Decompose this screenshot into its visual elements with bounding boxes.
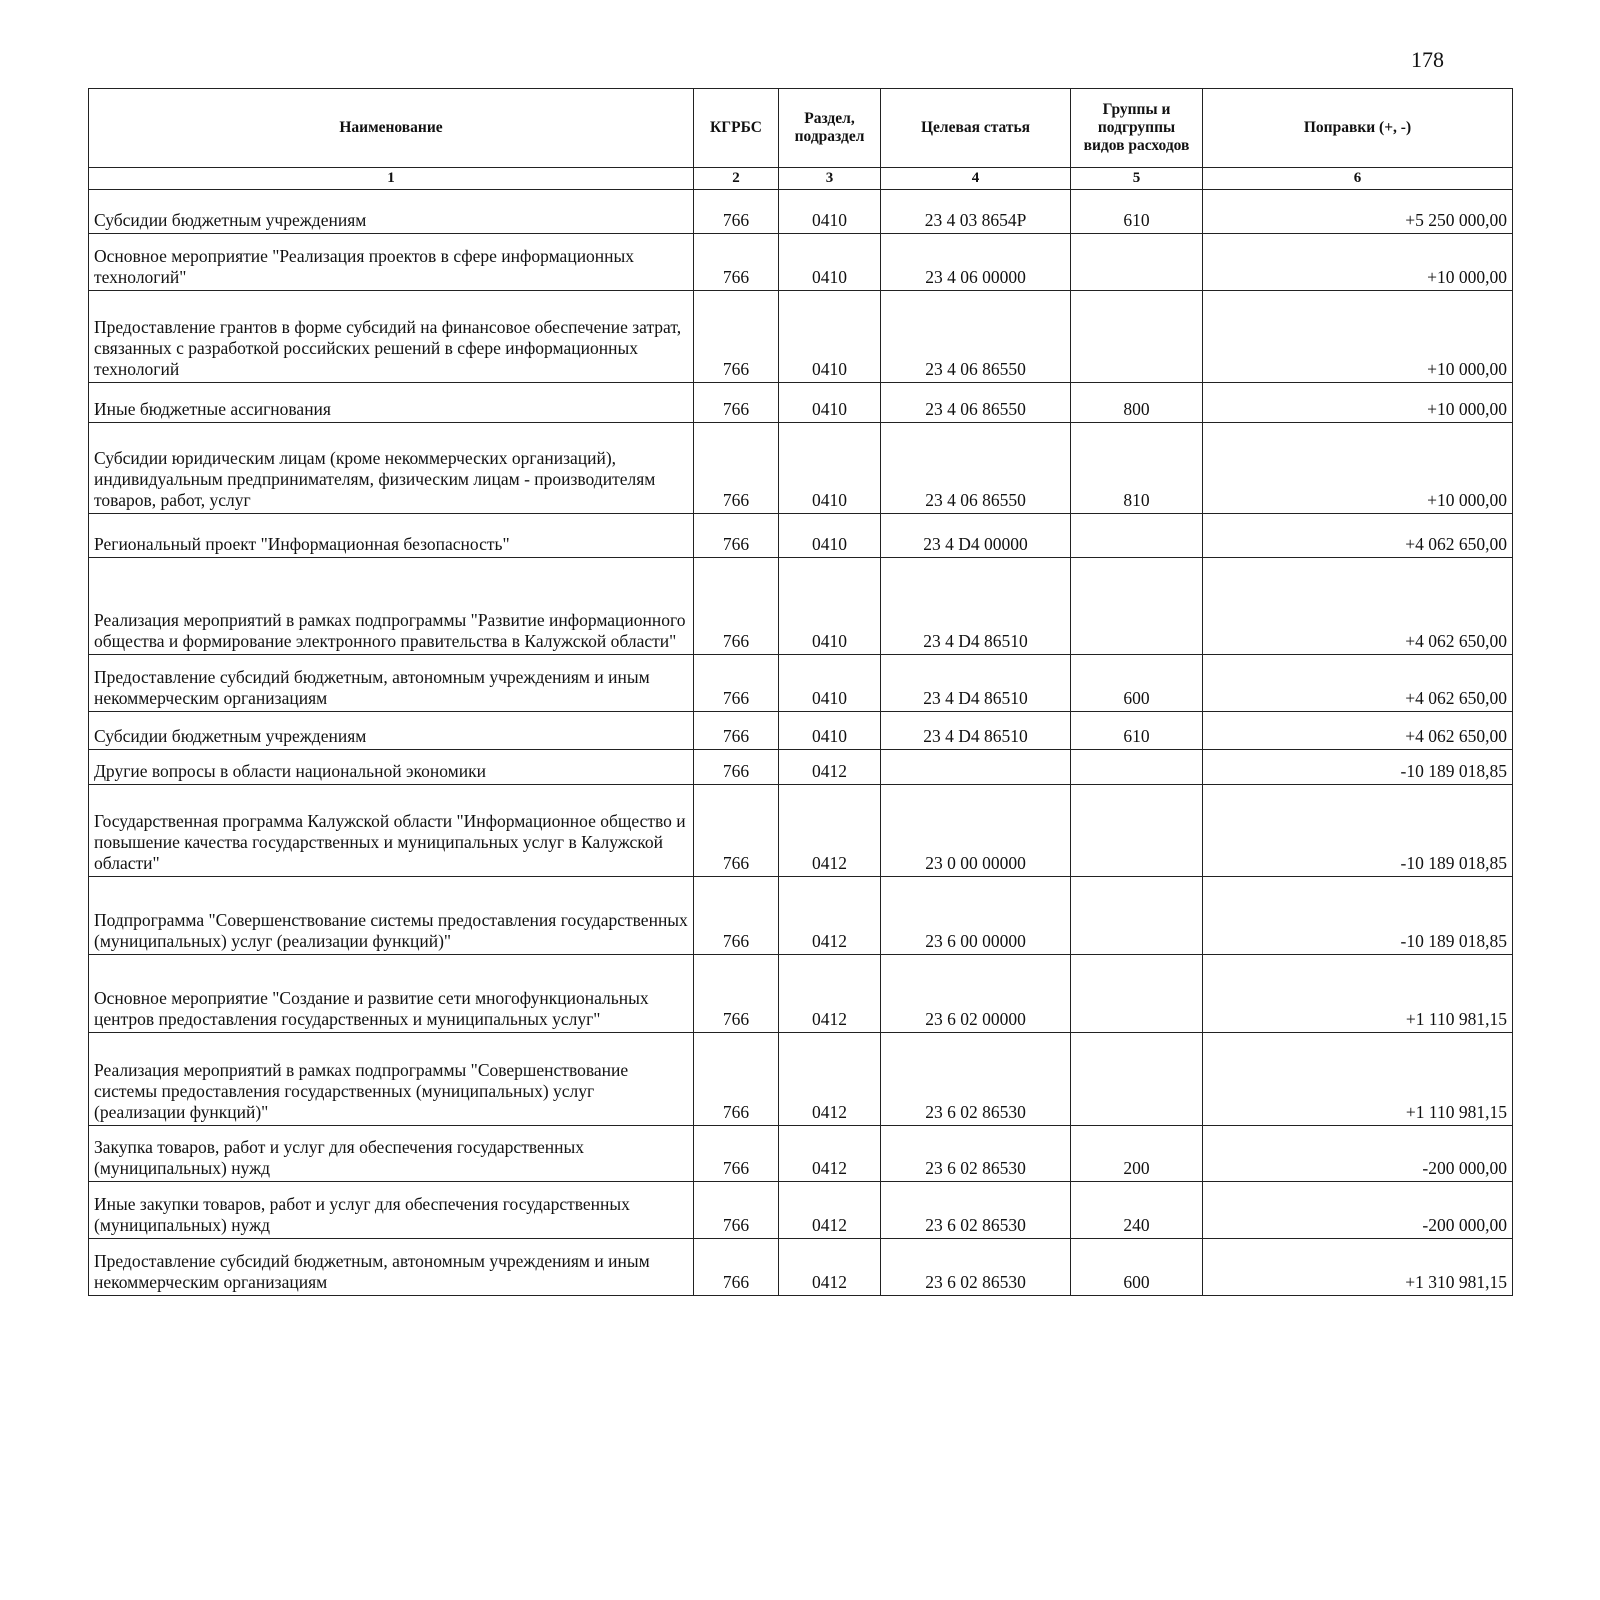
- table-row: [89, 1126, 1513, 1182]
- row-kgrbs: 766: [694, 955, 779, 1033]
- column-number: 5: [1071, 168, 1203, 190]
- row-expense-group: [1071, 514, 1203, 558]
- row-amount: +1 310 981,15: [1203, 1239, 1513, 1296]
- row-name: Государственная программа Калужской области "Информационное общество и повышение качества государственных и муниципальных услуг в Калужской области": [89, 785, 694, 877]
- row-kgrbs: 766: [694, 1033, 779, 1126]
- row-amount: -10 189 018,85: [1203, 877, 1513, 955]
- row-expense-group: [1071, 750, 1203, 785]
- row-kgrbs: 766: [694, 291, 779, 383]
- row-kgrbs: 766: [694, 750, 779, 785]
- row-amount: +10 000,00: [1203, 383, 1513, 423]
- row-section: 0412: [779, 1126, 881, 1182]
- row-amount: +10 000,00: [1203, 423, 1513, 514]
- row-name: Предоставление субсидий бюджетным, автономным учреждениям и иным некоммерческим организациям: [89, 655, 694, 712]
- row-kgrbs: 766: [694, 190, 779, 234]
- header-section: Раздел, подраздел: [779, 89, 881, 168]
- row-name: Реализация мероприятий в рамках подпрограммы "Развитие информационного общества и формирование электронного правительства в Калужской области": [89, 558, 694, 655]
- row-amount: +1 110 981,15: [1203, 1033, 1513, 1126]
- table-row: [89, 291, 1513, 383]
- budget-amendments-table: [88, 88, 1513, 1296]
- table-row: [89, 750, 1513, 785]
- row-kgrbs: 766: [694, 712, 779, 750]
- row-amount: +10 000,00: [1203, 234, 1513, 291]
- row-expense-group: 800: [1071, 383, 1203, 423]
- row-section: 0410: [779, 423, 881, 514]
- row-target-article: 23 4 D4 86510: [881, 558, 1071, 655]
- row-kgrbs: 766: [694, 1239, 779, 1296]
- column-number: 3: [779, 168, 881, 190]
- row-amount: +5 250 000,00: [1203, 190, 1513, 234]
- table-row: [89, 785, 1513, 877]
- row-section: 0410: [779, 234, 881, 291]
- row-target-article: 23 4 06 86550: [881, 423, 1071, 514]
- table-row: [89, 383, 1513, 423]
- row-amount: +1 110 981,15: [1203, 955, 1513, 1033]
- row-name: Другие вопросы в области национальной экономики: [89, 750, 694, 785]
- row-expense-group: 600: [1071, 1239, 1203, 1296]
- row-expense-group: [1071, 234, 1203, 291]
- row-amount: +4 062 650,00: [1203, 655, 1513, 712]
- row-section: 0410: [779, 712, 881, 750]
- table-row: [89, 190, 1513, 234]
- row-expense-group: 200: [1071, 1126, 1203, 1182]
- row-name: Субсидии юридическим лицам (кроме некоммерческих организаций), индивидуальным предпринимателям, физическим лицам - производителям товаров, работ, услуг: [89, 423, 694, 514]
- row-kgrbs: 766: [694, 785, 779, 877]
- row-name: Основное мероприятие "Реализация проектов в сфере информационных технологий": [89, 234, 694, 291]
- row-target-article: 23 6 02 86530: [881, 1239, 1071, 1296]
- row-expense-group: [1071, 558, 1203, 655]
- row-section: 0412: [779, 877, 881, 955]
- column-number: 6: [1203, 168, 1513, 190]
- row-name: Субсидии бюджетным учреждениям: [89, 712, 694, 750]
- row-name: Предоставление субсидий бюджетным, автономным учреждениям и иным некоммерческим организациям: [89, 1239, 694, 1296]
- row-target-article: 23 4 06 00000: [881, 234, 1071, 291]
- row-name: Иные бюджетные ассигнования: [89, 383, 694, 423]
- column-number: 4: [881, 168, 1071, 190]
- row-kgrbs: 766: [694, 1126, 779, 1182]
- table-row: [89, 514, 1513, 558]
- row-section: 0412: [779, 1033, 881, 1126]
- row-name: Подпрограмма "Совершенствование системы предоставления государственных (муниципальных) услуг (реализации функций)": [89, 877, 694, 955]
- row-target-article: 23 4 06 86550: [881, 291, 1071, 383]
- header-expense-group: Группы и подгруппы видов расходов: [1071, 89, 1203, 168]
- row-expense-group: [1071, 785, 1203, 877]
- row-kgrbs: 766: [694, 877, 779, 955]
- table-row: [89, 1182, 1513, 1239]
- row-section: 0410: [779, 190, 881, 234]
- row-target-article: 23 6 02 86530: [881, 1033, 1071, 1126]
- row-expense-group: [1071, 877, 1203, 955]
- row-expense-group: 610: [1071, 712, 1203, 750]
- row-kgrbs: 766: [694, 383, 779, 423]
- row-section: 0410: [779, 383, 881, 423]
- row-target-article: 23 6 02 86530: [881, 1126, 1071, 1182]
- row-name: Региональный проект "Информационная безопасность": [89, 514, 694, 558]
- row-name: Основное мероприятие "Создание и развитие сети многофункциональных центров предоставления государственных и муниципальных услуг": [89, 955, 694, 1033]
- row-target-article: 23 4 06 86550: [881, 383, 1071, 423]
- header-name: Наименование: [89, 89, 694, 168]
- header-target-article: Целевая статья: [881, 89, 1071, 168]
- row-section: 0412: [779, 1182, 881, 1239]
- row-target-article: 23 6 02 00000: [881, 955, 1071, 1033]
- table-row: [89, 558, 1513, 655]
- table-row: [89, 877, 1513, 955]
- row-section: 0412: [779, 785, 881, 877]
- row-target-article: 23 6 02 86530: [881, 1182, 1071, 1239]
- row-kgrbs: 766: [694, 514, 779, 558]
- row-target-article: 23 6 00 00000: [881, 877, 1071, 955]
- row-name: Закупка товаров, работ и услуг для обеспечения государственных (муниципальных) нужд: [89, 1126, 694, 1182]
- row-name: Реализация мероприятий в рамках подпрограммы "Совершенствование системы предоставления государственных (муниципальных) услуг (реализации функций)": [89, 1033, 694, 1126]
- table-row: [89, 712, 1513, 750]
- row-expense-group: 610: [1071, 190, 1203, 234]
- row-amount: +10 000,00: [1203, 291, 1513, 383]
- row-section: 0410: [779, 291, 881, 383]
- table-row: [89, 1239, 1513, 1296]
- row-amount: +4 062 650,00: [1203, 712, 1513, 750]
- row-section: 0412: [779, 1239, 881, 1296]
- row-kgrbs: 766: [694, 655, 779, 712]
- table-row: [89, 1033, 1513, 1126]
- row-target-article: 23 4 D4 00000: [881, 514, 1071, 558]
- row-expense-group: 600: [1071, 655, 1203, 712]
- row-name: Субсидии бюджетным учреждениям: [89, 190, 694, 234]
- row-target-article: 23 4 D4 86510: [881, 712, 1071, 750]
- table-row: [89, 234, 1513, 291]
- row-name: Предоставление грантов в форме субсидий на финансовое обеспечение затрат, связанных с разработкой российских решений в сфере информационных технологий: [89, 291, 694, 383]
- page-number: 178: [1411, 47, 1444, 72]
- row-amount: +4 062 650,00: [1203, 558, 1513, 655]
- row-section: 0412: [779, 750, 881, 785]
- row-target-article: 23 0 00 00000: [881, 785, 1071, 877]
- column-number: 2: [694, 168, 779, 190]
- column-number-row: [89, 168, 1513, 190]
- row-kgrbs: 766: [694, 423, 779, 514]
- row-amount: -10 189 018,85: [1203, 785, 1513, 877]
- row-target-article: [881, 750, 1071, 785]
- row-expense-group: [1071, 955, 1203, 1033]
- row-expense-group: [1071, 1033, 1203, 1126]
- header-row: [89, 89, 1513, 168]
- row-amount: +4 062 650,00: [1203, 514, 1513, 558]
- row-target-article: 23 4 03 8654P: [881, 190, 1071, 234]
- table-row: [89, 955, 1513, 1033]
- row-amount: -200 000,00: [1203, 1126, 1513, 1182]
- table-row: [89, 655, 1513, 712]
- header-kgrbs: КГРБС: [694, 89, 779, 168]
- row-kgrbs: 766: [694, 1182, 779, 1239]
- row-section: 0410: [779, 558, 881, 655]
- row-expense-group: 240: [1071, 1182, 1203, 1239]
- header-amendments: Поправки (+, -): [1203, 89, 1513, 168]
- row-name: Иные закупки товаров, работ и услуг для обеспечения государственных (муниципальных) нужд: [89, 1182, 694, 1239]
- row-section: 0410: [779, 514, 881, 558]
- row-kgrbs: 766: [694, 558, 779, 655]
- column-number: 1: [89, 168, 694, 190]
- row-amount: -10 189 018,85: [1203, 750, 1513, 785]
- row-expense-group: 810: [1071, 423, 1203, 514]
- row-target-article: 23 4 D4 86510: [881, 655, 1071, 712]
- table-row: [89, 423, 1513, 514]
- row-amount: -200 000,00: [1203, 1182, 1513, 1239]
- row-expense-group: [1071, 291, 1203, 383]
- row-kgrbs: 766: [694, 234, 779, 291]
- row-section: 0410: [779, 655, 881, 712]
- row-section: 0412: [779, 955, 881, 1033]
